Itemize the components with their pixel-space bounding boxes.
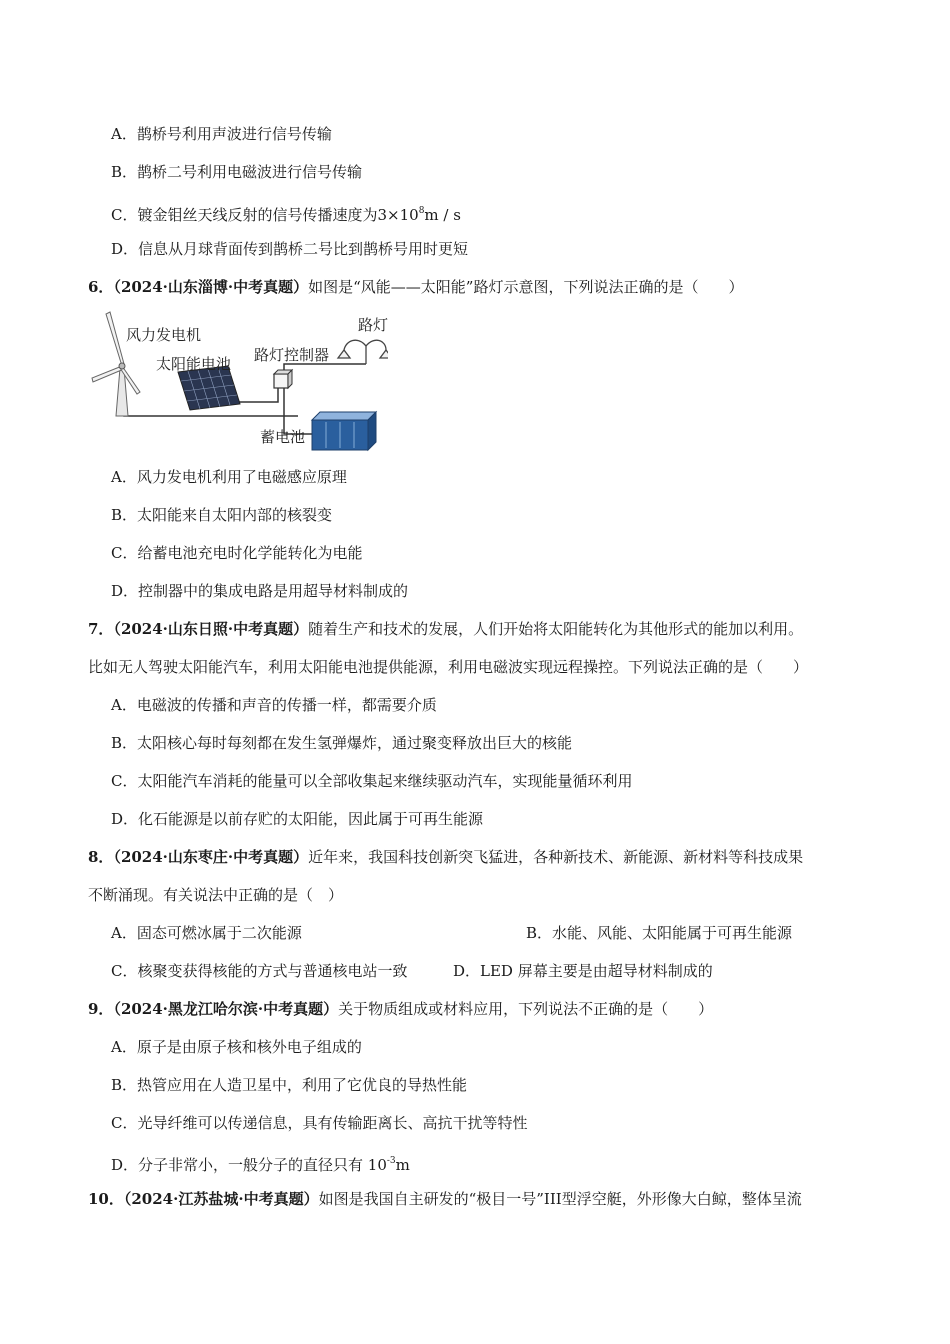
q7-option-d: D．化石能源是以前存贮的太阳能，因此属于可再生能源 <box>111 810 484 828</box>
q8-number: 8． <box>88 848 114 866</box>
q7-stem-line1 <box>88 619 803 639</box>
q8-source-tag: （2024·山东枣庄·中考真题） <box>113 848 309 866</box>
q5-option-c-math: $3\times 10^8m / s$ <box>377 206 461 224</box>
q7-stem-text: 随着生产和技术的发展，人们开始将太阳能转化为其他形式的能加以利用。 <box>308 620 804 638</box>
q9-option-d-text: D．分子非常小，一般分子的直径只有 10 <box>111 1156 387 1174</box>
q10-number: 10． <box>88 1190 124 1208</box>
q7-number: 7． <box>88 620 114 638</box>
q10-source-tag: （2024·江苏盐城·中考真题） <box>123 1190 319 1208</box>
q5-option-a: A．鹊桥号利用声波进行信号传输 <box>111 125 332 143</box>
q9-option-d-unit: m <box>395 1156 410 1174</box>
q9-option-c: C．光导纤维可以传递信息，具有传输距离长、高抗干扰等特性 <box>111 1114 528 1132</box>
label-streetlight-controller: 路灯控制器 <box>254 346 330 364</box>
q8-option-b: B．水能、风能、太阳能属于可再生能源 <box>526 924 793 942</box>
q9-option-d <box>111 1151 410 1175</box>
q6-stem <box>88 277 743 297</box>
controller-box-icon <box>274 370 292 388</box>
q6-source-tag: （2024·山东淄博·中考真题） <box>113 278 309 296</box>
q8-stem-line1 <box>88 847 803 867</box>
q10-stem <box>88 1189 802 1209</box>
q7-option-b: B．太阳核心每时每刻都在发生氢弹爆炸，通过聚变释放出巨大的核能 <box>111 734 573 752</box>
q6-stem-text: 如图是“风能——太阳能”路灯示意图，下列说法正确的是（ ） <box>308 278 744 296</box>
q9-stem <box>88 999 713 1019</box>
q9-number: 9． <box>88 1000 114 1018</box>
q6-option-c: C．给蓄电池充电时化学能转化为电能 <box>111 544 363 562</box>
q5-option-c-text: C．镀金钼丝天线反射的信号传播速度为 <box>111 206 378 224</box>
label-street-lamp: 路灯 <box>358 316 388 334</box>
q9-option-a: A．原子是由原子核和核外电子组成的 <box>111 1038 362 1056</box>
q8-option-c: C．核聚变获得核能的方式与普通核电站一致 <box>111 962 408 980</box>
q6-number: 6． <box>88 278 114 296</box>
q8-option-a: A．固态可燃冰属于二次能源 <box>111 924 302 942</box>
label-battery: 蓄电池 <box>260 428 306 446</box>
q9-source-tag: （2024·黑龙江哈尔滨·中考真题） <box>113 1000 339 1018</box>
q8-stem-text: 近年来，我国科技创新突飞猛进，各种新技术、新能源、新材料等科技成果 <box>308 848 804 866</box>
q10-stem-text: 如图是我国自主研发的“极目一号”III型浮空艇，外形像大白鲸，整体呈流 <box>318 1190 802 1208</box>
q7-stem-line2: 比如无人驾驶太阳能汽车，利用太阳能电池提供能源，利用电磁波实现远程操控。下列说法正确的是（ ） <box>88 658 809 676</box>
street-lamp-icon <box>338 340 388 364</box>
q8-option-d: D．LED 屏幕主要是由超导材料制成的 <box>453 962 713 980</box>
q7-option-a: A．电磁波的传播和声音的传播一样，都需要介质 <box>111 696 437 714</box>
q7-source-tag: （2024·山东日照·中考真题） <box>113 620 309 638</box>
label-wind-turbine: 风力发电机 <box>126 326 202 344</box>
q8-stem-line2: 不断涌现。有关说法中正确的是（ ） <box>88 886 344 904</box>
q7-option-c: C．太阳能汽车消耗的能量可以全部收集起来继续驱动汽车，实现能量循环利用 <box>111 772 633 790</box>
q5-option-b: B．鹊桥二号利用电磁波进行信号传输 <box>111 163 363 181</box>
q5-option-c <box>111 201 461 225</box>
q6-option-a: A．风力发电机利用了电磁感应原理 <box>111 468 347 486</box>
q9-stem-text: 关于物质组成或材料应用，下列说法不正确的是（ ） <box>338 1000 714 1018</box>
q6-option-d: D．控制器中的集成电路是用超导材料制成的 <box>111 582 409 600</box>
q8-options-row2 <box>111 961 713 981</box>
battery-icon <box>312 412 376 450</box>
q9-option-b: B．热管应用在人造卫星中，利用了它优良的导热性能 <box>111 1076 468 1094</box>
q8-options-row1 <box>111 923 793 943</box>
label-solar-cell: 太阳能电池 <box>156 355 232 373</box>
q5-option-d: D．信息从月球背面传到鹊桥二号比到鹊桥号用时更短 <box>111 240 469 258</box>
wind-solar-streetlight-diagram <box>88 306 388 456</box>
q6-option-b: B．太阳能来自太阳内部的核裂变 <box>111 506 333 524</box>
q9-option-d-exponent: -3 <box>386 1156 396 1166</box>
